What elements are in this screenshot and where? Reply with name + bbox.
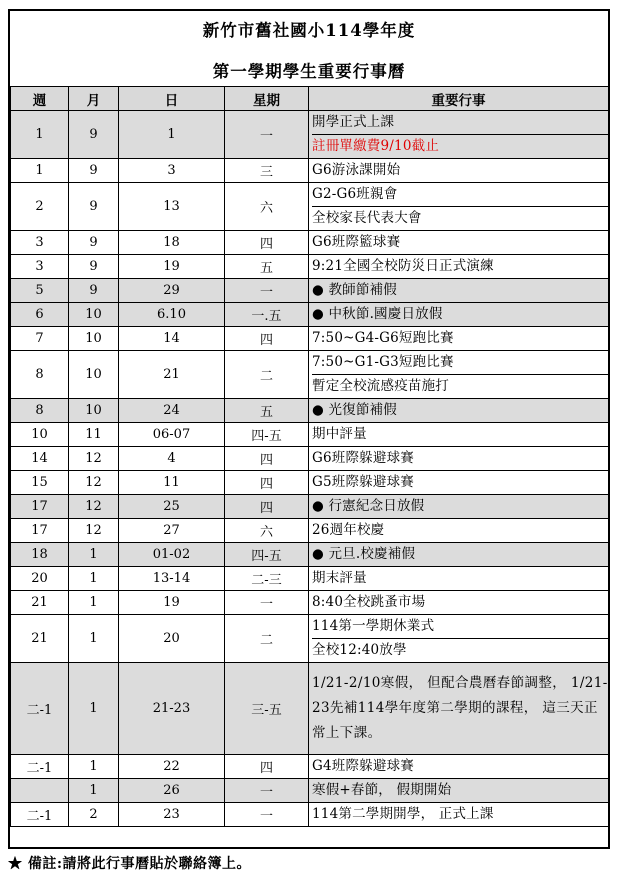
event-line: ● 元旦.校慶補假 [312, 546, 416, 562]
event-line: 暫定全校流感疫苗施打 [312, 374, 608, 398]
event-line: G4班際躲避球賽 [312, 758, 414, 774]
event-line: ● 教師節補假 [312, 282, 397, 298]
event-line: 114第一學期休業式 [312, 618, 435, 634]
cell-day: 3 [119, 159, 225, 183]
event-line: 全校家長代表大會 [312, 206, 608, 230]
cell-event [309, 399, 609, 423]
cell-month: 12 [69, 471, 119, 495]
cell-weekday: 三-五 [225, 663, 309, 755]
cell-day: 19 [119, 255, 225, 279]
cell-week: 6 [11, 303, 69, 327]
cell-week: 10 [11, 423, 69, 447]
calendar-subtitle: 第一學期學生重要行事曆 [212, 62, 406, 81]
event-line: G5班際躲避球賽 [312, 474, 414, 490]
event-line: G6班際躲避球賽 [312, 450, 414, 466]
table-row [11, 423, 609, 447]
cell-weekday: 四 [225, 231, 309, 255]
cell-week: 7 [11, 327, 69, 351]
cell-month: 9 [69, 111, 119, 159]
event-line: ● 行憲紀念日放假 [312, 498, 425, 514]
cell-month: 1 [69, 591, 119, 615]
cell-week: 14 [11, 447, 69, 471]
header-weekday: 星期 [225, 87, 309, 111]
cell-event [309, 255, 609, 279]
event-line: 1/21-2/10寒假， 但配合農曆春節調整， 1/21-23先補114學年度第二學期的課程， 這三天正常上下課。 [312, 675, 608, 741]
event-table [10, 86, 609, 827]
cell-event [309, 231, 609, 255]
cell-week [11, 779, 69, 803]
cell-month: 1 [69, 779, 119, 803]
event-line: 寒假+春節， 假期開始 [312, 782, 452, 798]
cell-event [309, 423, 609, 447]
cell-weekday: 一 [225, 279, 309, 303]
cell-day: 6.10 [119, 303, 225, 327]
cell-weekday: 二 [225, 615, 309, 663]
event-line: 期末評量 [312, 570, 367, 586]
cell-week: 2 [11, 183, 69, 231]
event-line: 9:21全國全校防災日正式演練 [312, 258, 494, 274]
table-row [11, 327, 609, 351]
cell-day: 26 [119, 779, 225, 803]
cell-week: 8 [11, 399, 69, 423]
table-row [11, 351, 609, 399]
table-row [11, 183, 609, 231]
cell-day: 21-23 [119, 663, 225, 755]
cell-day: 13-14 [119, 567, 225, 591]
cell-day: 19 [119, 591, 225, 615]
cell-day: 06-07 [119, 423, 225, 447]
cell-day: 24 [119, 399, 225, 423]
table-row [11, 303, 609, 327]
cell-weekday: 四-五 [225, 543, 309, 567]
cell-month: 1 [69, 755, 119, 779]
table-row [11, 495, 609, 519]
cell-week: 二-1 [11, 803, 69, 827]
cell-weekday: 四-五 [225, 423, 309, 447]
cell-event [309, 519, 609, 543]
cell-event [309, 803, 609, 827]
cell-event [309, 567, 609, 591]
cell-month: 9 [69, 279, 119, 303]
event-line: G6游泳課開始 [312, 162, 401, 178]
cell-day: 27 [119, 519, 225, 543]
cell-weekday: 四 [225, 471, 309, 495]
cell-event [309, 111, 609, 159]
event-line: 8:40全校跳蚤市場 [312, 594, 426, 610]
cell-month: 1 [69, 615, 119, 663]
cell-month: 12 [69, 495, 119, 519]
cell-month: 10 [69, 303, 119, 327]
table-row [11, 447, 609, 471]
cell-month: 1 [69, 567, 119, 591]
cell-event [309, 755, 609, 779]
cell-month: 10 [69, 399, 119, 423]
cell-weekday: 四 [225, 447, 309, 471]
table-row [11, 471, 609, 495]
table-row [11, 803, 609, 827]
cell-month: 10 [69, 351, 119, 399]
event-line: 開學正式上課 [312, 114, 395, 130]
table-row [11, 231, 609, 255]
cell-weekday: 一 [225, 111, 309, 159]
header-row [11, 87, 609, 111]
cell-week: 20 [11, 567, 69, 591]
cell-event [309, 663, 609, 755]
cell-week: 二-1 [11, 663, 69, 755]
cell-month: 2 [69, 803, 119, 827]
event-line: 7:50~G4-G6短跑比賽 [312, 330, 454, 346]
cell-week: 1 [11, 111, 69, 159]
footnote: ★ 備註:請將此行事曆貼於聯絡簿上。 [8, 856, 252, 872]
cell-month: 9 [69, 159, 119, 183]
event-line: G2-G6班親會 [312, 186, 398, 202]
table-row [11, 567, 609, 591]
cell-day: 29 [119, 279, 225, 303]
event-line: 26週年校慶 [312, 522, 385, 538]
table-row [11, 399, 609, 423]
cell-day: 14 [119, 327, 225, 351]
cell-week: 二-1 [11, 755, 69, 779]
table-row [11, 663, 609, 755]
cell-weekday: 六 [225, 183, 309, 231]
cell-event [309, 327, 609, 351]
cell-weekday: 三 [225, 159, 309, 183]
cell-event [309, 471, 609, 495]
cell-event [309, 615, 609, 663]
cell-event [309, 159, 609, 183]
event-line: 全校12:40放學 [312, 638, 608, 662]
table-row [11, 519, 609, 543]
cell-month: 9 [69, 183, 119, 231]
cell-week: 18 [11, 543, 69, 567]
event-line: G6班際籃球賽 [312, 234, 401, 250]
cell-day: 1 [119, 111, 225, 159]
cell-week: 17 [11, 519, 69, 543]
table-row [11, 543, 609, 567]
cell-day: 18 [119, 231, 225, 255]
table-row [11, 159, 609, 183]
cell-month: 9 [69, 231, 119, 255]
cell-weekday: 四 [225, 755, 309, 779]
table-row [11, 591, 609, 615]
cell-month: 12 [69, 519, 119, 543]
event-line: 7:50~G1-G3短跑比賽 [312, 354, 454, 370]
cell-day: 23 [119, 803, 225, 827]
cell-event [309, 447, 609, 471]
cell-event [309, 183, 609, 231]
cell-day: 4 [119, 447, 225, 471]
cell-day: 11 [119, 471, 225, 495]
cell-day: 20 [119, 615, 225, 663]
table-row [11, 779, 609, 803]
cell-event [309, 279, 609, 303]
cell-weekday: 六 [225, 519, 309, 543]
cell-month: 9 [69, 255, 119, 279]
cell-weekday: 一 [225, 779, 309, 803]
cell-day: 13 [119, 183, 225, 231]
cell-event [309, 495, 609, 519]
cell-weekday: 五 [225, 255, 309, 279]
cell-month: 1 [69, 543, 119, 567]
cell-weekday: 一 [225, 803, 309, 827]
table-row [11, 255, 609, 279]
header-day: 日 [119, 87, 225, 111]
cell-week: 1 [11, 159, 69, 183]
cell-weekday: 二 [225, 351, 309, 399]
event-line: ● 中秋節.國慶日放假 [312, 306, 443, 322]
cell-event [309, 351, 609, 399]
cell-weekday: 四 [225, 495, 309, 519]
school-title: 新竹市舊社國小114學年度 [202, 21, 416, 40]
event-line: ● 光復節補假 [312, 402, 397, 418]
header-event: 重要行事 [309, 87, 609, 111]
cell-month: 12 [69, 447, 119, 471]
table-row [11, 755, 609, 779]
header-week: 週 [11, 87, 69, 111]
cell-day: 22 [119, 755, 225, 779]
cell-month: 11 [69, 423, 119, 447]
table-row [11, 279, 609, 303]
event-line: 期中評量 [312, 426, 367, 442]
header-month: 月 [69, 87, 119, 111]
table-body [11, 111, 609, 827]
calendar-frame [8, 9, 610, 849]
cell-week: 21 [11, 591, 69, 615]
cell-event [309, 591, 609, 615]
cell-weekday: 一.五 [225, 303, 309, 327]
cell-day: 25 [119, 495, 225, 519]
table-row [11, 111, 609, 159]
cell-month: 1 [69, 663, 119, 755]
cell-week: 3 [11, 255, 69, 279]
cell-event [309, 543, 609, 567]
cell-event [309, 303, 609, 327]
cell-week: 17 [11, 495, 69, 519]
cell-weekday: 二-三 [225, 567, 309, 591]
cell-week: 5 [11, 279, 69, 303]
cell-month: 10 [69, 327, 119, 351]
cell-week: 15 [11, 471, 69, 495]
event-line: 註冊單繳費9/10截止 [312, 134, 608, 158]
cell-day: 01-02 [119, 543, 225, 567]
cell-weekday: 五 [225, 399, 309, 423]
cell-week: 21 [11, 615, 69, 663]
cell-event [309, 779, 609, 803]
cell-week: 8 [11, 351, 69, 399]
table-row [11, 615, 609, 663]
cell-day: 21 [119, 351, 225, 399]
event-line: 114第二學期開學， 正式上課 [312, 806, 494, 822]
cell-weekday: 一 [225, 591, 309, 615]
cell-week: 3 [11, 231, 69, 255]
cell-weekday: 四 [225, 327, 309, 351]
